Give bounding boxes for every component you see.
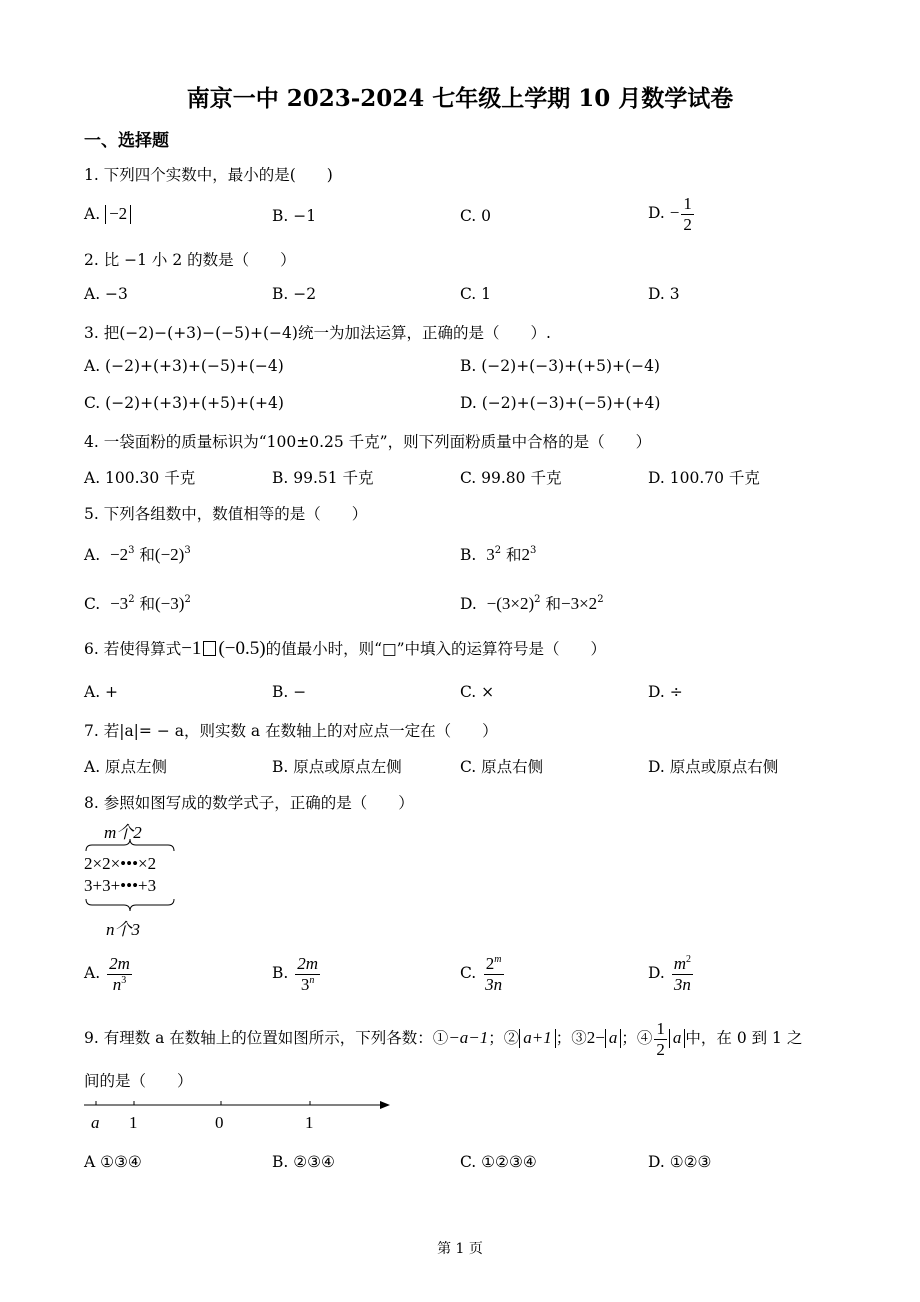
q9-option-c: C. ①②③④ (460, 1153, 537, 1171)
section-heading: 一、选择题 (84, 131, 169, 151)
q2-stem: 2. 比 −1 小 2 的数是（ ） (84, 251, 296, 269)
q5-option-d: D. $-(3\times 2)^2$ 和$-3\times 2^2$ (460, 594, 604, 613)
number-line (84, 1098, 394, 1114)
q6-option-d: D. ÷ (648, 683, 683, 701)
q3-option-c: C. (−2)+(+3)+(+5)+(+4) (84, 394, 284, 412)
q4-option-a: A. 100.30 千克 (84, 469, 196, 487)
q8-stem: 8. 参照如图写成的数学式子，正确的是（ ） (84, 794, 414, 812)
q3-stem: 3. 把(−2)−(+3)−(−5)+(−4)统一为加法运算，正确的是（ ）. (84, 324, 551, 342)
q4-option-b: B. 99.51 千克 (272, 469, 374, 487)
q2-option-d: D. 3 (648, 285, 680, 303)
q9-stem: 9. 有理数 a 在数轴上的位置如图所示，下列各数：①−a−1；② a+1 ；③2− a ；④ $\frac{1}{2}$ a 中，在 0 到 1 之 (84, 1019, 803, 1059)
q8-fig-bottom-label: n个3 (106, 920, 140, 939)
q8-option-b: B. $\frac{2m}{3^n}$ (272, 954, 319, 994)
q3-option-a: A. (−2)+(+3)+(−5)+(−4) (84, 357, 284, 375)
page-title: 南京一中 2023-2024 七年级上学期 10 月数学试卷 (186, 85, 734, 112)
q4-option-c: C. 99.80 千克 (460, 469, 562, 487)
q3-option-b: B. (−2)+(−3)+(+5)+(−4) (460, 357, 660, 375)
q5-option-a: A. $-2^3$ 和$(-2)^3$ (84, 545, 191, 564)
bottom-brace-icon (84, 898, 176, 912)
axis-label-1: 1 (305, 1113, 314, 1132)
q2-option-a: A. −3 (84, 285, 128, 303)
q8-option-d: D. $\frac{m^2}{3n}$ (648, 954, 692, 994)
q8-figure (84, 818, 184, 940)
q7-option-c: C. 原点右侧 (460, 758, 544, 776)
page-number: 第 1 页 (437, 1241, 483, 1257)
q9-option-b: B. ②③④ (272, 1153, 335, 1171)
q3-option-d: D. (−2)+(−3)+(−5)+(+4) (460, 394, 661, 412)
q6-stem: 6. 若使得算式−1 (−0.5)的值最小时，则“□”中填入的运算符号是（ ） (84, 638, 607, 659)
q1-option-d: D. − $\frac{1}{2}$ (648, 194, 692, 234)
q8-fig-row1: 2×2×•••×2 (84, 854, 157, 873)
q8-option-c: C. $\frac{2^m}{3n}$ (460, 954, 503, 994)
q4-option-d: D. 100.70 千克 (648, 469, 760, 487)
q1-option-c: C. 0 (460, 207, 492, 225)
axis-label-neg1: 1 (129, 1113, 138, 1132)
q4-stem: 4. 一袋面粉的质量标识为“100±0.25 千克”，则下列面粉质量中合格的是（ ） (84, 433, 652, 451)
q5-option-b: B. $3^2$ 和$2^3$ (460, 545, 537, 564)
q9-option-a: A ①③④ (84, 1153, 142, 1171)
q6-option-c: C. × (460, 683, 495, 701)
q2-option-c: C. 1 (460, 285, 492, 303)
q6-option-b: B. − (272, 683, 307, 701)
q7-option-a: A. 原点左侧 (84, 758, 168, 776)
q1-option-a: A. −2 (84, 205, 131, 224)
q9-option-d: D. ①②③ (648, 1153, 712, 1171)
q1-option-b: B. −1 (272, 207, 317, 225)
q7-option-d: D. 原点或原点右侧 (648, 758, 779, 776)
q2-option-b: B. −2 (272, 285, 317, 303)
top-brace-icon (84, 838, 176, 852)
q8-fig-top-label: m个2 (104, 823, 142, 842)
q7-option-b: B. 原点或原点左侧 (272, 758, 402, 776)
q7-stem: 7. 若|a|= − a，则实数 a 在数轴上的对应点一定在（ ） (84, 722, 498, 740)
q1-stem: 1. 下列四个实数中，最小的是( ) (84, 166, 333, 184)
axis-label-0: 0 (215, 1113, 224, 1132)
q9-stem-line2: 间的是（ ） (84, 1072, 193, 1090)
axis-label-a: a (91, 1113, 100, 1132)
q5-option-c: C. $-3^2$ 和$(-3)^2$ (84, 594, 191, 613)
q8-fig-row2: 3+3+•••+3 (84, 876, 157, 895)
q5-stem: 5. 下列各组数中，数值相等的是（ ） (84, 505, 368, 523)
q8-option-a: A. $\frac{2m}{n^3}$ (84, 954, 130, 994)
q6-option-a: A. + (84, 683, 119, 701)
blank-box-icon (203, 641, 216, 656)
